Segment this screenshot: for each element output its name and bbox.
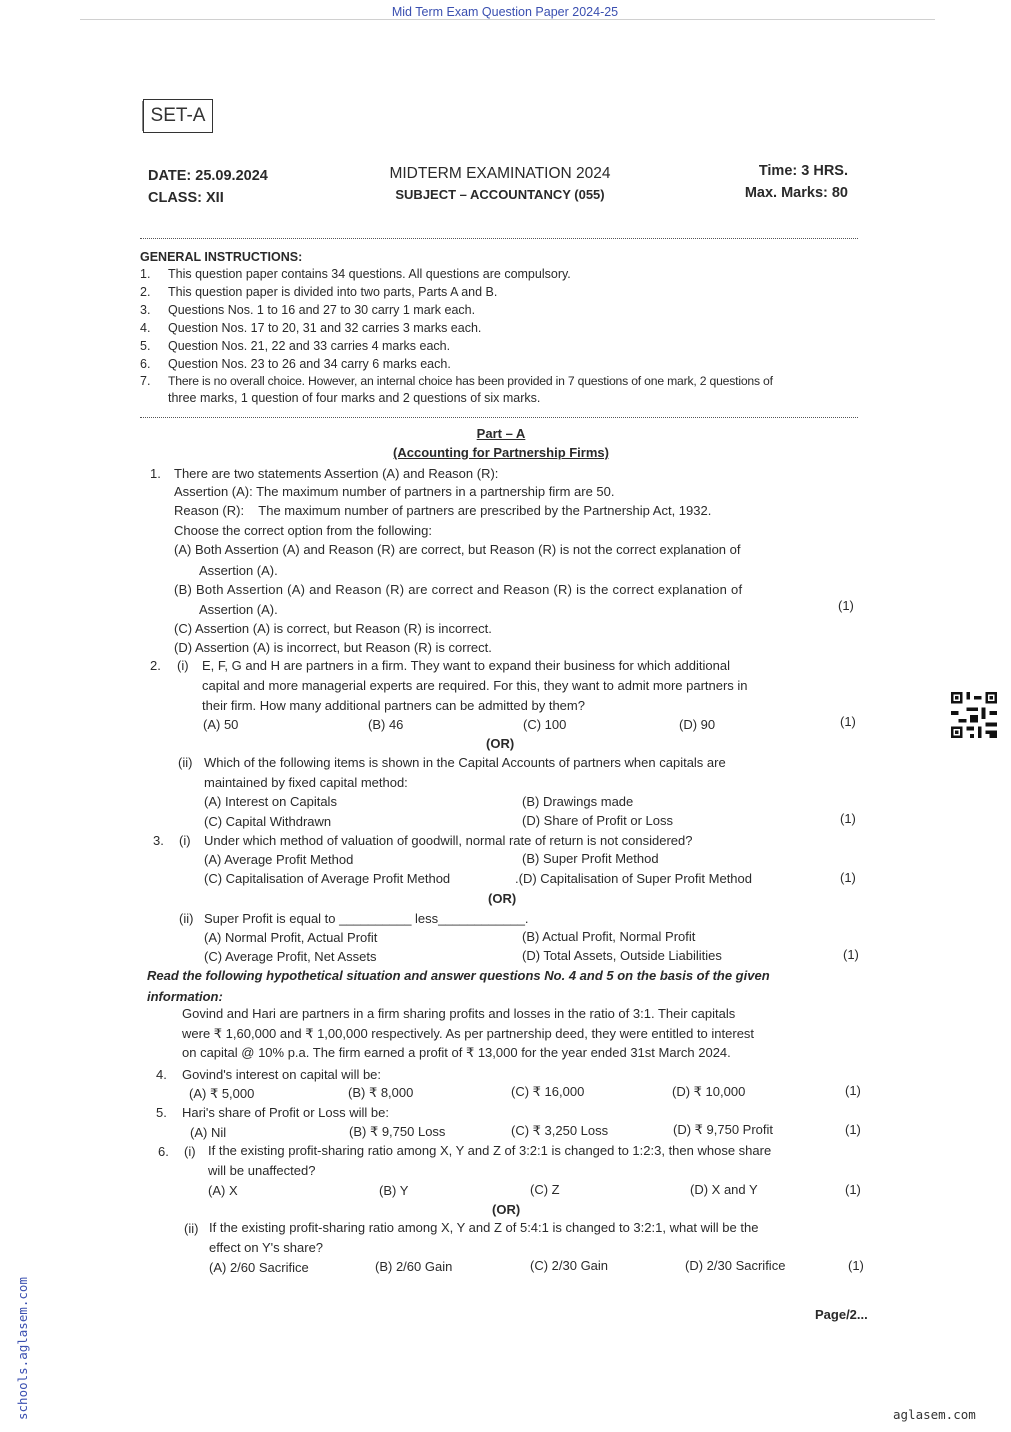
header-divider: [80, 19, 935, 20]
footer-watermark: aglasem.com: [893, 1407, 976, 1422]
option-a: (A) Interest on Capitals: [204, 794, 337, 809]
question-text: If the existing profit-sharing ratio among X, Y and Z of 5:4:1 is changed to 3:2:1, what will be the: [209, 1220, 759, 1235]
document-header-title: Mid Term Exam Question Paper 2024-25: [391, 5, 619, 19]
exam-time: Time: 3 HRS.: [758, 163, 848, 179]
option-d: (D) ₹ 10,000: [672, 1084, 746, 1099]
question-number: 5.: [156, 1105, 167, 1120]
or-separator: (OR): [486, 736, 515, 751]
question-text: Which of the following items is shown in the Capital Accounts of partners when capitals are: [204, 755, 726, 770]
question-text: effect on Y's share?: [209, 1240, 324, 1255]
marks: (1): [848, 1258, 864, 1273]
question-number: 6.: [158, 1144, 169, 1159]
option-d: (D) 90: [679, 717, 716, 732]
question-text: their firm. How many additional partners can be admitted by them?: [202, 698, 585, 713]
instruction-number: 7.: [140, 374, 151, 388]
option-a: (A) ₹ 5,000: [189, 1086, 255, 1101]
divider: [140, 238, 858, 239]
instruction-number: 5.: [140, 339, 151, 353]
case-heading: information:: [147, 989, 223, 1004]
option-b: (B) Drawings made: [522, 794, 634, 809]
option-c: (C) Z: [530, 1182, 560, 1197]
subquestion-number: (ii): [184, 1221, 199, 1236]
question-text: Govind's interest on capital will be:: [182, 1067, 382, 1082]
exam-title: MIDTERM EXAMINATION 2024: [389, 165, 611, 182]
option-c: (C) Capitalisation of Average Profit Method: [204, 871, 451, 886]
instruction-number: 1.: [140, 267, 151, 281]
option-b: (B) 46: [368, 717, 404, 732]
question-number: 1.: [150, 466, 161, 481]
option-a: (A) Normal Profit, Actual Profit: [204, 930, 378, 945]
page-number: Page/2...: [815, 1307, 868, 1322]
option-a: (A) 2/60 Sacrifice: [209, 1260, 309, 1275]
option-d: (D) X and Y: [690, 1182, 758, 1197]
option-b: (B) Actual Profit, Normal Profit: [522, 929, 696, 944]
option-a: (A) Average Profit Method: [204, 852, 354, 867]
instructions-title: GENERAL INSTRUCTIONS:: [140, 250, 303, 264]
question-number: 4.: [156, 1067, 167, 1082]
marks: (1): [845, 1182, 861, 1197]
instruction-text: Questions Nos. 1 to 16 and 27 to 30 carry 1 mark each.: [168, 303, 476, 317]
question-text: will be unaffected?: [208, 1163, 316, 1178]
option-c: (C) Assertion (A) is correct, but Reason (R) is incorrect.: [174, 621, 492, 636]
instruction-number: 4.: [140, 321, 151, 335]
option-b: (B) ₹ 8,000: [348, 1085, 414, 1100]
option-c: (C) Capital Withdrawn: [204, 814, 332, 829]
marks: (1): [840, 870, 856, 885]
marks: (1): [838, 598, 854, 613]
instruction-text: Question Nos. 17 to 20, 31 and 32 carries 3 marks each.: [168, 321, 482, 335]
question-text: There are two statements Assertion (A) and Reason (R):: [174, 466, 499, 481]
option-d: (D) 2/30 Sacrifice: [685, 1258, 786, 1273]
question-text: Under which method of valuation of goodwill, normal rate of return is not considered?: [204, 833, 693, 848]
option-d: (D) Assertion (A) is incorrect, but Reason (R) is correct.: [174, 640, 492, 655]
instruction-text: This question paper contains 34 questions. All questions are compulsory.: [168, 267, 571, 281]
marks: (1): [845, 1122, 861, 1137]
subquestion-number: (i): [177, 658, 189, 673]
question-text: Choose the correct option from the following:: [174, 523, 432, 538]
marks: (1): [840, 714, 856, 729]
case-text: Govind and Hari are partners in a firm sharing profits and losses in the ratio of 3:1. Their capitals: [182, 1006, 736, 1021]
marks: (1): [843, 947, 859, 962]
or-separator: (OR): [492, 1202, 521, 1217]
qr-code-icon: [950, 692, 998, 738]
question-number: 2.: [150, 658, 161, 673]
option-c: (C) ₹ 3,250 Loss: [511, 1123, 609, 1138]
reason-text: Reason (R): The maximum number of partners are prescribed by the Partnership Act, 1932.: [174, 503, 712, 518]
option-d: (D) ₹ 9,750 Profit: [673, 1122, 774, 1137]
option-c: (C) ₹ 16,000: [511, 1084, 585, 1099]
subquestion-number: (i): [184, 1144, 196, 1159]
option-a: (A) Nil: [190, 1125, 227, 1140]
exam-subject: SUBJECT – ACCOUNTANCY (055): [395, 187, 605, 202]
assertion-text: Assertion (A): The maximum number of partners in a partnership firm are 50.: [174, 484, 615, 499]
option-d: (D) Total Assets, Outside Liabilities: [522, 948, 722, 963]
part-subtitle: (Accounting for Partnership Firms): [393, 445, 609, 460]
marks: (1): [845, 1083, 861, 1098]
case-text: on capital @ 10% p.a. The firm earned a profit of ₹ 13,000 for the year ended 31st March 2024.: [182, 1045, 731, 1060]
option-d: .(D) Capitalisation of Super Profit Method: [515, 871, 752, 886]
question-text: If the existing profit-sharing ratio among X, Y and Z of 3:2:1 is changed to 1:2:3, then whose share: [208, 1143, 772, 1158]
option-c: (C) 2/30 Gain: [530, 1258, 609, 1273]
option-d: (D) Share of Profit or Loss: [522, 813, 673, 828]
side-watermark: schools.aglasem.com: [15, 1277, 30, 1420]
question-text: Super Profit is equal to __________ less____________.: [204, 911, 529, 926]
option-b: (B) ₹ 9,750 Loss: [349, 1124, 446, 1139]
exam-date: DATE: 25.09.2024: [148, 168, 268, 184]
option-c: (C) Average Profit, Net Assets: [204, 949, 377, 964]
question-text: E, F, G and H are partners in a firm. They want to expand their business for which additional: [202, 658, 730, 673]
option-a: (A) 50: [203, 717, 239, 732]
option-a: Assertion (A).: [199, 563, 278, 578]
subquestion-number: (ii): [178, 755, 193, 770]
set-label: SET-A: [143, 99, 213, 133]
or-separator: (OR): [488, 891, 517, 906]
instruction-number: 6.: [140, 357, 151, 371]
divider: [140, 417, 858, 418]
instruction-text: This question paper is divided into two parts, Parts A and B.: [168, 285, 498, 299]
option-b: (B) Super Profit Method: [522, 851, 659, 866]
question-text: maintained by fixed capital method:: [204, 775, 408, 790]
option-b: (B) Both Assertion (A) and Reason (R) are correct and Reason (R) is the correct explanation of: [174, 582, 743, 597]
instruction-text: There is no overall choice. However, an internal choice has been provided in 7 questions of one mark, 2 questions of: [168, 374, 773, 388]
instruction-text: three marks, 1 question of four marks and 2 questions of six marks.: [168, 391, 541, 405]
subquestion-number: (ii): [179, 911, 194, 926]
case-text: were ₹ 1,60,000 and ₹ 1,00,000 respectively. As per partnership deed, they were entitled to interest: [182, 1026, 755, 1041]
question-text: capital and more managerial experts are required. For this, they want to admit more partners in: [202, 678, 748, 693]
instruction-number: 2.: [140, 285, 151, 299]
option-b: Assertion (A).: [199, 602, 278, 617]
exam-class: CLASS: XII: [148, 190, 224, 206]
question-number: 3.: [153, 833, 164, 848]
exam-max-marks: Max. Marks: 80: [744, 185, 848, 201]
marks: (1): [840, 811, 856, 826]
option-b: (B) 2/60 Gain: [375, 1259, 453, 1274]
option-a: (A) X: [208, 1183, 238, 1198]
option-b: (B) Y: [379, 1183, 409, 1198]
instruction-number: 3.: [140, 303, 151, 317]
option-c: (C) 100: [523, 717, 567, 732]
instruction-text: Question Nos. 21, 22 and 33 carries 4 marks each.: [168, 339, 451, 353]
question-text: Hari's share of Profit or Loss will be:: [182, 1105, 389, 1120]
subquestion-number: (i): [179, 833, 191, 848]
part-title: Part – A: [476, 426, 526, 441]
case-heading: Read the following hypothetical situation and answer questions No. 4 and 5 on the basis of the given: [147, 968, 770, 983]
instruction-text: Question Nos. 23 to 26 and 34 carry 6 marks each.: [168, 357, 451, 371]
option-a: (A) Both Assertion (A) and Reason (R) are correct, but Reason (R) is not the correct explanation of: [174, 542, 741, 557]
